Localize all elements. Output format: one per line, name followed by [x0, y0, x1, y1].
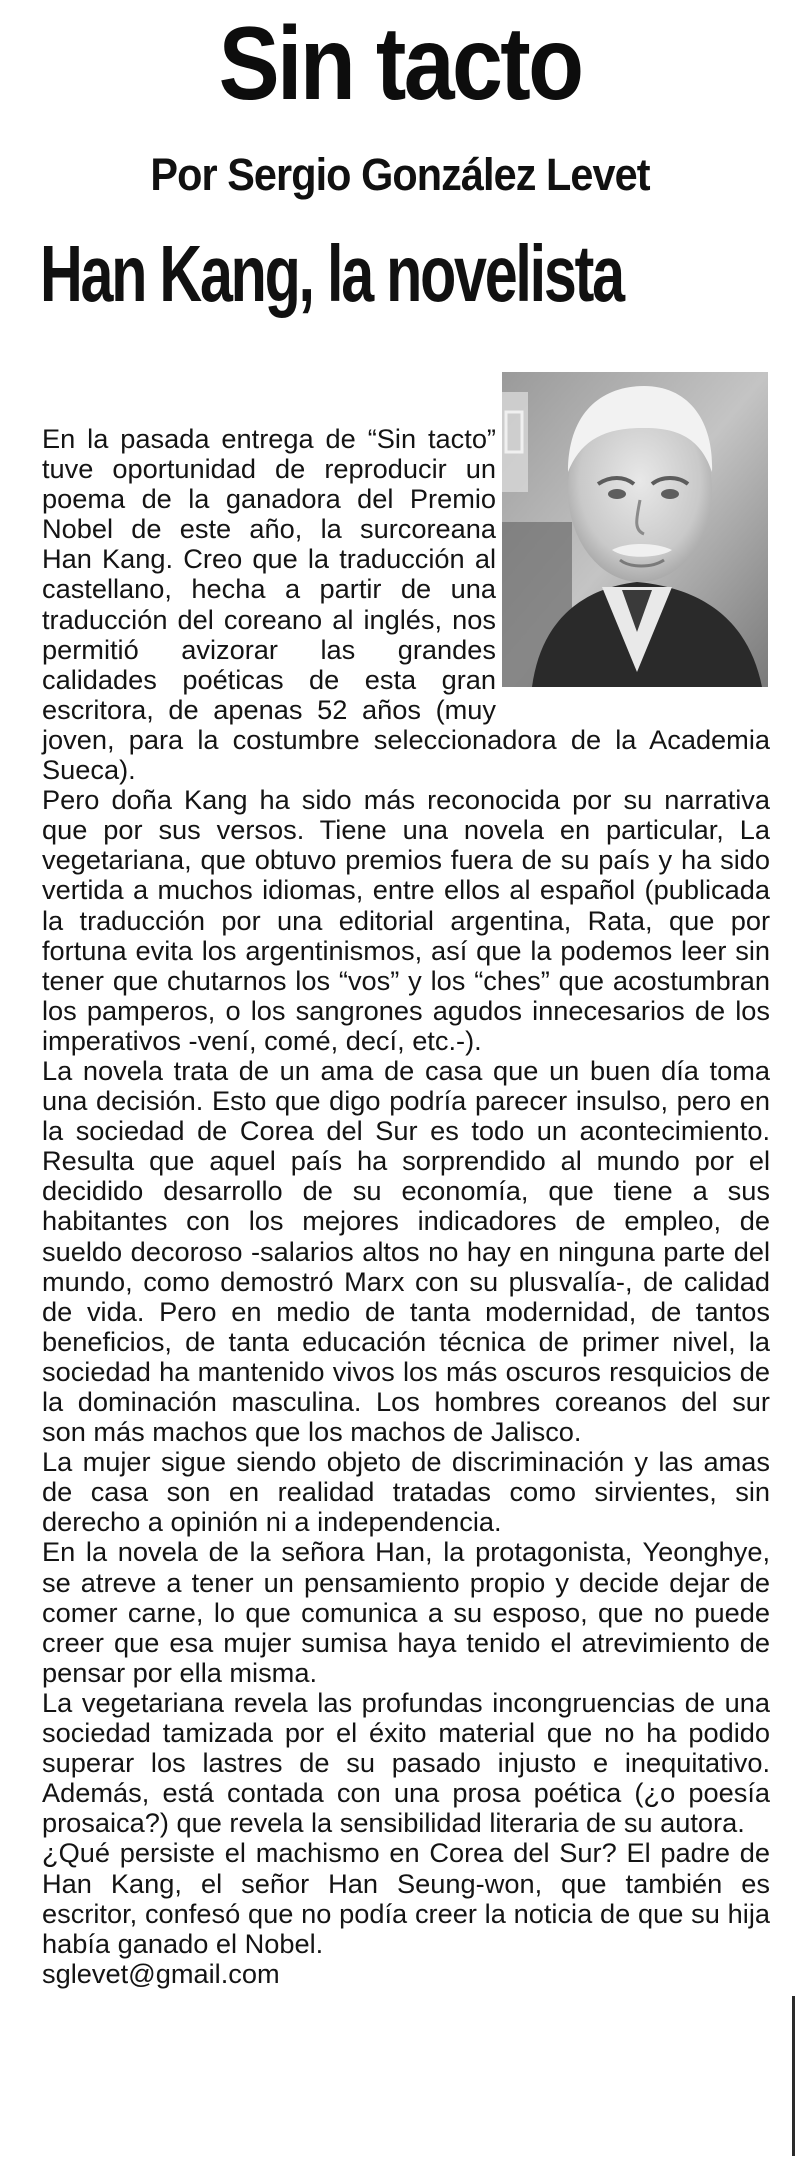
column-rule	[792, 1996, 795, 2156]
paragraph: ¿Qué persiste el machismo en Corea del Sur? El padre de Han Kang, el señor Han Seung-won, que también es escritor, confesó que no podía creer la noticia de que su hija había ganado el Nobel.	[42, 1837, 770, 1959]
paragraph: La vegetariana revela las profundas incongruencias de una sociedad tamizada por el éxito material que no ha podido superar los lastres de su pasado injusto e inequitativo. Además, está contada con una prosa poética (¿o poesía prosaica?) que revela la sensibilidad literaria de su autora.	[42, 1686, 770, 1839]
column-title: Sin tacto	[218, 6, 582, 122]
article-body	[42, 424, 770, 1989]
paragraph: Pero doña Kang ha sido más reconocida por su narrativa que por sus versos. Tiene una novela en particular, La vegetariana, que obtuvo premios fuera de su país y ha sido vertida a muchos idiomas, entre ellos al español (publicada la traducción por una editorial argentina, Rata, que por fortuna evita los argentinismos, así que la podemos leer sin tener que chutarnos los “vos” y los “ches” que acostumbran los pamperos, o los sangrones agudos innecesarios de los imperativos -vení, comé, decí, etc.-).	[42, 784, 770, 1056]
article-headline: Han Kang, la novelista	[40, 229, 623, 318]
photo-wrap-spacer	[496, 424, 770, 717]
paragraph: En la pasada entrega de “Sin tacto” tuve oportunidad de reproducir un poema de la ganadora del Premio Nobel de este año, la surcoreana Han Kang. Creo que la traducción al castellano, hecha a partir de una traducción del coreano al inglés, nos permitió avizorar las grandes calidades poéticas de esta gran escritora, de apenas 52 años (muy joven, para la costumbre seleccionadora de la Academia Sueca).	[42, 423, 770, 786]
paragraph: La novela trata de un ama de casa que un buen día toma una decisión. Esto que digo podría parecer insulso, pero en la sociedad de Corea del Sur es todo un acontecimiento. Resulta que aquel país ha sorprendido al mundo por el decidido desarrollo de su economía, que tiene a sus habitantes con los mejores indicadores de empleo, de sueldo decoroso -salarios altos no hay en ninguna parte del mundo, como demostró Marx con su plusvalía-, de calidad de vida. Pero en medio de tanta modernidad, de tantos beneficios, de tanta educación técnica de primer nivel, la sociedad ha mantenido vivos los más oscuros resquicios de la dominación masculina. Los hombres coreanos del sur son más machos que los machos de Jalisco.	[42, 1054, 770, 1448]
paragraph: La mujer sigue siendo objeto de discriminación y las amas de casa son en realidad tratadas como sirvientes, sin derecho a opinión ni a independencia.	[42, 1446, 770, 1538]
author-email: sglevet@gmail.com	[42, 1957, 280, 1989]
author-byline: Por Sergio González Levet	[150, 149, 650, 200]
paragraph: En la novela de la señora Han, la protagonista, Yeonghye, se atreve a tener un pensamiento propio y decide dejar de comer carne, lo que comunica a su esposo, que no puede creer que esa mujer sumisa haya tenido el atrevimiento de pensar por ella misma.	[42, 1536, 770, 1688]
